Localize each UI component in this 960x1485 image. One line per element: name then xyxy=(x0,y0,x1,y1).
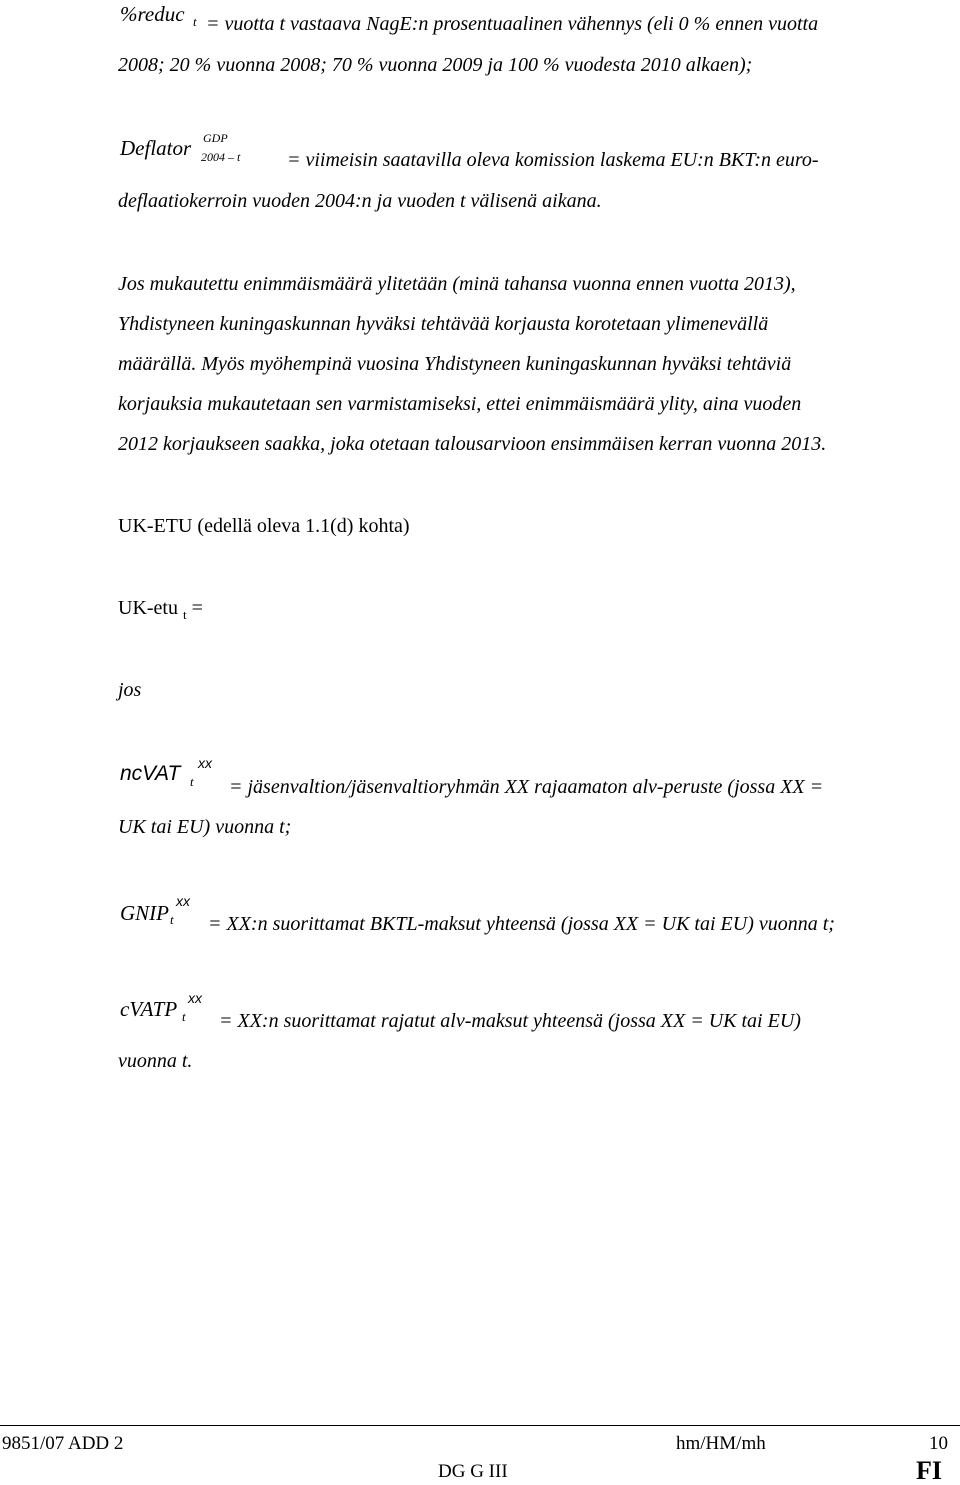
ncvat-subscript: t xyxy=(190,774,194,789)
uk-etu-label: UK-etu xyxy=(118,597,178,619)
paragraph-line: 2012 korjaukseen saakka, joka otetaan talousarvioon ensimmäisen kerran vuonna 2013. xyxy=(118,433,827,455)
paragraph-line: määrällä. Myös myöhempinä vuosina Yhdistyneen kuningaskunnan hyväksi tehtäviä xyxy=(118,353,792,375)
deflator-symbol: Deflator xyxy=(120,136,192,160)
cvatp-definition-line-2: vuonna t. xyxy=(118,1050,193,1072)
jos-label: jos xyxy=(118,679,142,701)
cvatp-subscript: t xyxy=(182,1009,186,1024)
ncvat-definition-line-2: UK tai EU) vuonna t; xyxy=(118,816,292,838)
ncvat-definition-line-1: = jäsenvaltion/jäsenvaltioryhmän XX rajaamaton alv-peruste (jossa XX = xyxy=(229,776,824,798)
cvatp-superscript: xx xyxy=(188,990,202,1006)
uk-etu-subscript: t xyxy=(182,607,187,622)
ncvat-symbol: ncVAT xyxy=(120,762,181,785)
gnip-subscript: t xyxy=(170,912,174,927)
cvatp-symbol: cVATP xyxy=(120,997,178,1021)
reduc-definition-line-1: = vuotta t vastaava NagE:n prosentuaalinen vähennys (eli 0 % ennen vuotta xyxy=(206,13,819,35)
gnip-definition-line-1: = XX:n suorittamat BKTL-maksut yhteensä (jossa XX = UK tai EU) vuonna t; xyxy=(208,913,835,935)
reduc-symbol xyxy=(120,2,185,26)
footer-page-number: 10 xyxy=(929,1433,948,1454)
deflator-definition-line-1: = viimeisin saatavilla oleva komission laskema EU:n BKT:n euro- xyxy=(287,149,819,171)
uk-etu-formula xyxy=(118,598,203,620)
uk-etu-heading: UK-ETU (edellä oleva 1.1(d) kohta) xyxy=(118,515,410,537)
gnip-superscript: xx xyxy=(176,893,190,909)
footer-divider xyxy=(0,1425,960,1426)
reduc-symbol-subscript: t xyxy=(193,14,197,29)
cvatp-definition-line-1: = XX:n suorittamat rajatut alv-maksut yhteensä (jossa XX = UK tai EU) xyxy=(219,1010,801,1032)
reduc-symbol-main: %reduc xyxy=(120,2,185,26)
uk-etu-equals: = xyxy=(191,597,203,619)
paragraph-line: korjauksia mukautetaan sen varmistamiseksi, ettei enimmäismäärä ylity, aina vuoden xyxy=(118,393,802,415)
deflator-definition-line-2: deflaatiokerroin vuoden 2004:n ja vuoden t välisenä aikana. xyxy=(118,190,602,212)
deflator-superscript: GDP xyxy=(203,131,228,145)
footer-language: FI xyxy=(916,1456,942,1485)
deflator-subscript: 2004 – t xyxy=(201,150,241,164)
footer-initials: hm/HM/mh xyxy=(676,1433,766,1454)
footer-doc-ref: 9851/07 ADD 2 xyxy=(2,1433,124,1454)
ncvat-superscript: xx xyxy=(198,755,212,771)
gnip-symbol: GNIP xyxy=(120,901,169,925)
footer-dg: DG G III xyxy=(438,1461,508,1482)
paragraph-line: Jos mukautettu enimmäismäärä ylitetään (minä tahansa vuonna ennen vuotta 2013), xyxy=(118,273,796,295)
adjustment-paragraph xyxy=(118,264,948,464)
reduc-definition-line-2: 2008; 20 % vuonna 2008; 70 % vuonna 2009 ja 100 % vuodesta 2010 alkaen); xyxy=(118,54,753,76)
paragraph-line: Yhdistyneen kuningaskunnan hyväksi tehtävää korjausta korotetaan ylimenevällä xyxy=(118,313,769,335)
